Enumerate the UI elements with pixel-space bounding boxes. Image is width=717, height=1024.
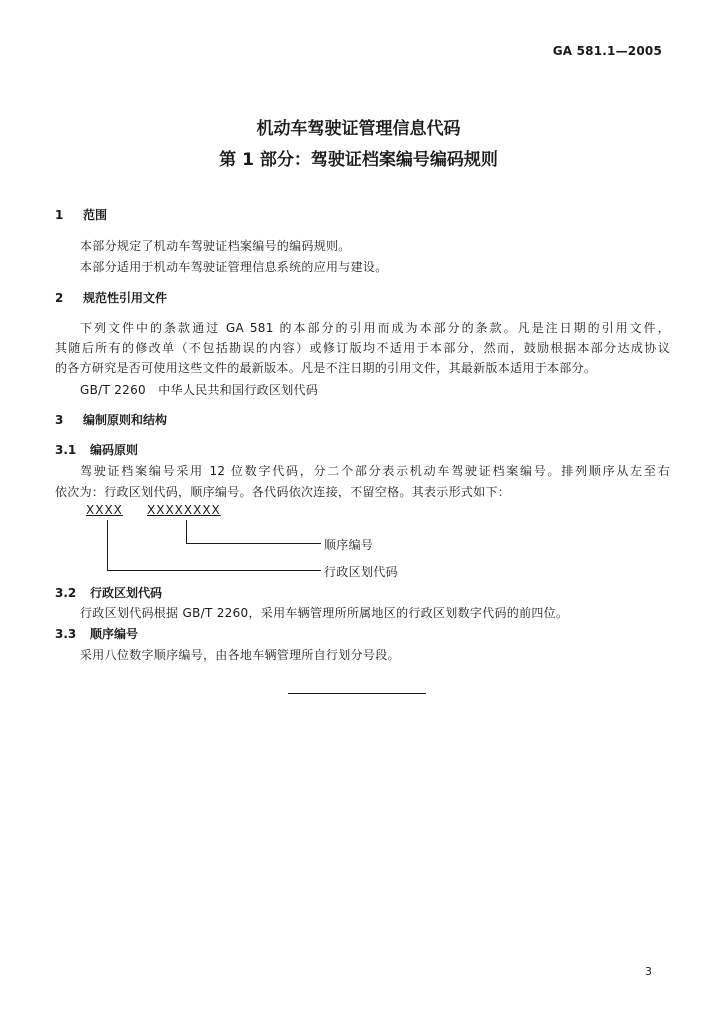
section-number: 1 (55, 208, 64, 222)
sequence-connector-horizontal (186, 543, 321, 544)
subsection-3-3-heading (55, 625, 138, 642)
paragraph-line: 依次为：行政区划代码，顺序编号。各代码依次连接，不留空格。其表示形式如下： (55, 485, 511, 499)
section-1-heading (55, 206, 107, 223)
section-2-heading (55, 289, 167, 306)
paragraph-line: 下列文件中的条款通过 GA 581 的本部分的引用而成为本部分的条款。凡是注日期的引用文件， (80, 321, 670, 335)
paragraph-line: 的各方研究是否可使用这些文件的最新版本。凡是不注日期的引用文件，其最新版本适用于本部分。 (55, 361, 597, 375)
subsection-number: 3.3 (55, 627, 77, 641)
document-title: 机动车驾驶证管理信息代码 (256, 119, 461, 139)
end-rule (288, 693, 426, 694)
region-connector-horizontal (107, 570, 321, 571)
paragraph-line: 驾驶证档案编号采用 12 位数字代码，分二个部分表示机动车驾驶证档案编号。排列顺序从左至右 (80, 464, 670, 478)
paragraph: 本部分适用于机动车驾驶证管理信息系统的应用与建设。 (80, 260, 388, 274)
sequence-label: 顺序编号 (324, 538, 374, 552)
subsection-3-1-heading (55, 441, 138, 458)
subsection-title: 行政区划代码 (90, 586, 163, 600)
subsection-number: 3.1 (55, 443, 77, 457)
sequence-code-placeholder: XXXXXXXX (147, 503, 221, 517)
section-3-heading (55, 411, 167, 428)
standard-code: GA 581.1—2005 (552, 44, 662, 58)
paragraph: 本部分规定了机动车驾驶证档案编号的编码规则。 (80, 239, 351, 253)
paragraph-line: 其随后所有的修改单（不包括勘误的内容）或修订版均不适用于本部分，然而，鼓励根据本部分达成协议 (55, 341, 670, 355)
page-number: 3 (645, 965, 652, 978)
region-connector-vertical (107, 520, 108, 571)
subsection-title: 编码原则 (90, 443, 139, 457)
section-number: 2 (55, 291, 64, 305)
subsection-title: 顺序编号 (90, 627, 139, 641)
subsection-number: 3.2 (55, 586, 77, 600)
sequence-connector-vertical (186, 520, 187, 544)
paragraph: 采用八位数字顺序编号，由各地车辆管理所自行划分号段。 (80, 648, 400, 662)
reference-entry: GB/T 2260 中华人民共和国行政区划代码 (80, 383, 319, 397)
region-code-placeholder: XXXX (86, 503, 123, 517)
section-number: 3 (55, 413, 64, 427)
region-label: 行政区划代码 (324, 565, 398, 579)
paragraph: 行政区划代码根据 GB/T 2260，采用车辆管理所所属地区的行政区划数字代码的前四位。 (80, 606, 569, 620)
section-title: 编制原则和结构 (83, 413, 168, 427)
subsection-3-2-heading (55, 584, 162, 601)
section-title: 规范性引用文件 (83, 291, 168, 305)
section-title: 范围 (83, 208, 108, 222)
document-subtitle: 第 1 部分：驾驶证档案编号编码规则 (219, 150, 498, 170)
